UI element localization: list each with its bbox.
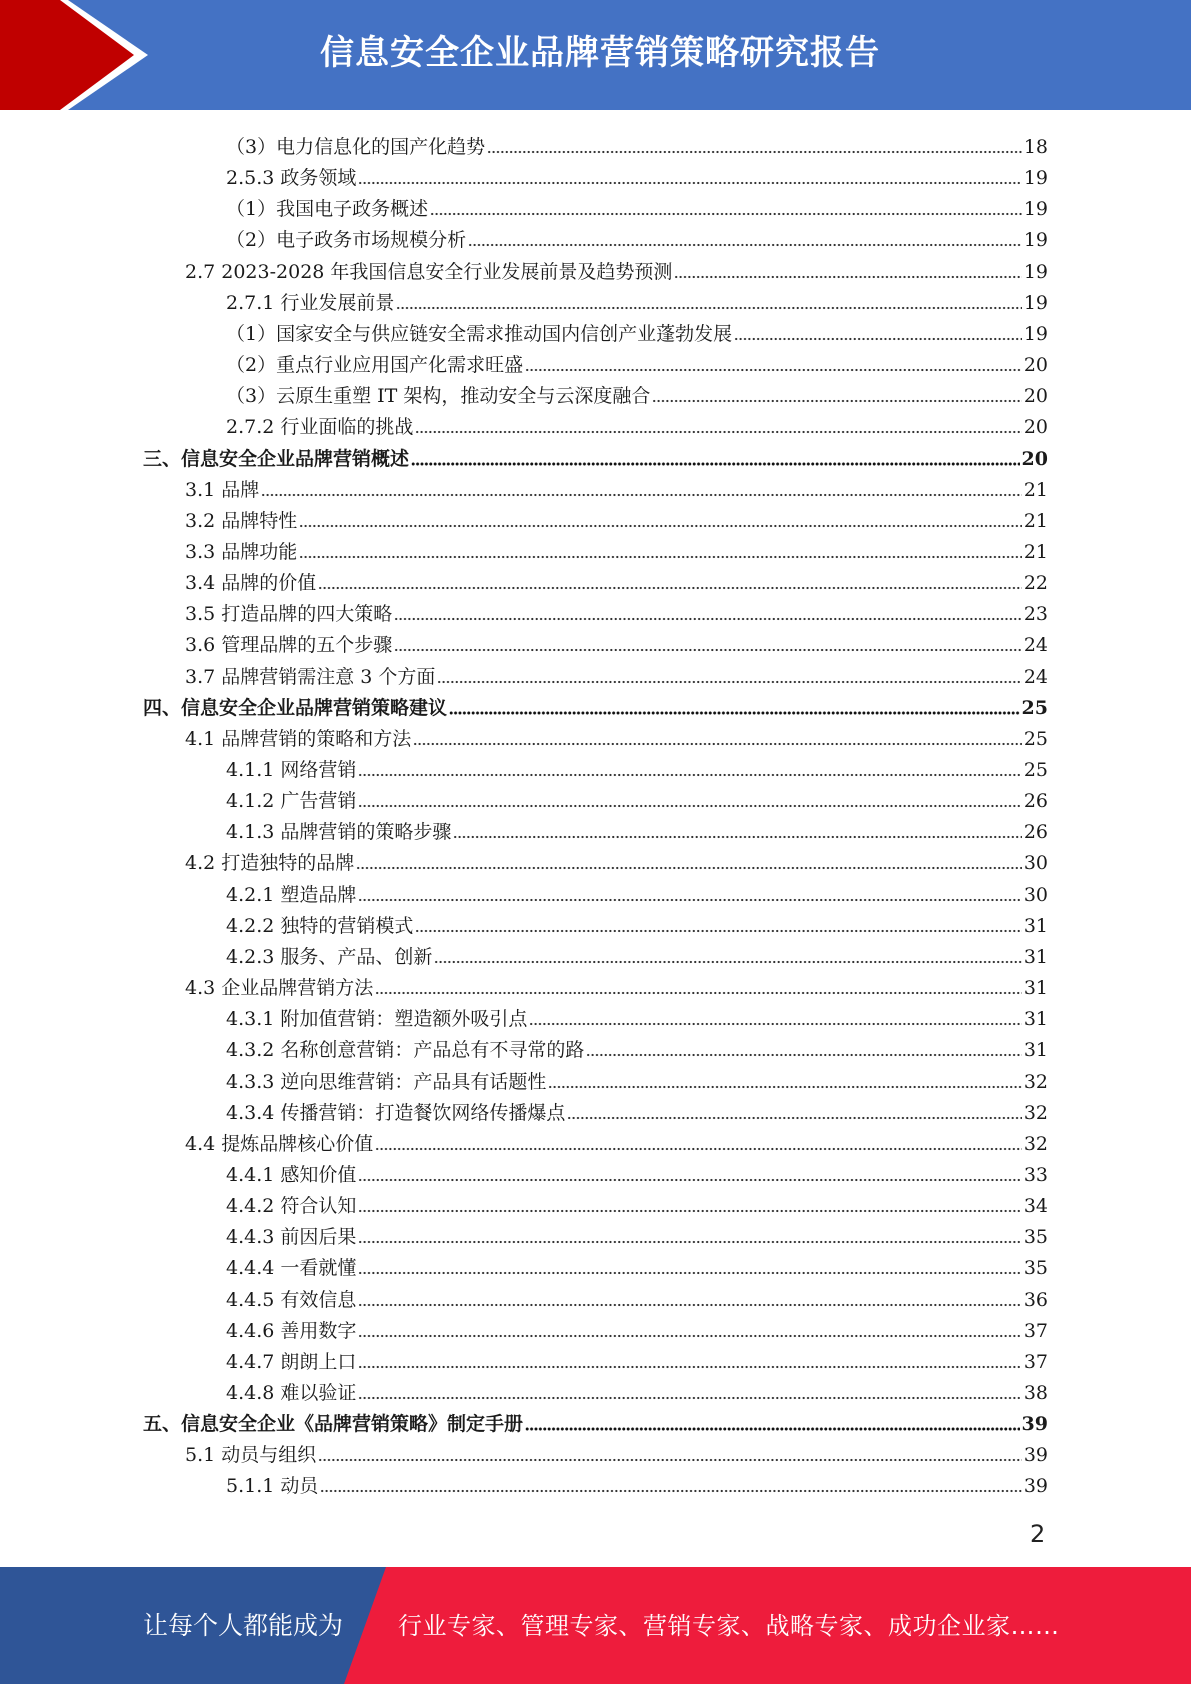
toc-entry-title: （3）电力信息化的国产化趋势 xyxy=(226,136,486,158)
toc-entry[interactable] xyxy=(226,1248,1048,1279)
toc-entry-title: 5.1 动员与组织 xyxy=(185,1444,317,1466)
toc-entry[interactable] xyxy=(226,1186,1048,1217)
toc-dot-leader xyxy=(411,462,1020,466)
toc-dot-leader xyxy=(320,1489,1021,1493)
toc-entry-page: 21 xyxy=(1023,479,1048,501)
toc-entry-title: 4.2.3 服务、产品、创新 xyxy=(226,946,433,968)
toc-entry[interactable] xyxy=(185,532,1048,563)
toc-entry-title: 3.6 管理品牌的五个步骤 xyxy=(185,634,393,656)
toc-entry-page: 39 xyxy=(1021,1413,1048,1435)
toc-dot-leader xyxy=(299,524,1022,528)
toc-dot-leader xyxy=(318,586,1022,590)
toc-entry-title: 4.2.1 塑造品牌 xyxy=(226,884,357,906)
toc-dot-leader xyxy=(548,1085,1021,1089)
toc-entry[interactable] xyxy=(185,470,1048,501)
toc-dot-leader xyxy=(415,929,1021,933)
toc-entry-page: 32 xyxy=(1023,1071,1048,1093)
toc-entry[interactable] xyxy=(226,1062,1048,1093)
toc-entry-page: 37 xyxy=(1023,1320,1048,1342)
toc-entry[interactable] xyxy=(185,968,1048,999)
toc-dot-leader xyxy=(318,1458,1022,1462)
toc-entry[interactable] xyxy=(226,750,1048,781)
toc-entry-title: 3.7 品牌营销需注意 3 个方面 xyxy=(185,666,436,688)
toc-entry-page: 36 xyxy=(1023,1289,1048,1311)
toc-entry-title: 4.3.4 传播营销：打造餐饮网络传播爆点 xyxy=(226,1102,566,1124)
toc-entry-title: 4.4.1 感知价值 xyxy=(226,1164,357,1186)
toc-entry[interactable] xyxy=(143,439,1048,470)
toc-entry[interactable] xyxy=(226,937,1048,968)
toc-dot-leader xyxy=(437,680,1021,684)
toc-entry[interactable] xyxy=(226,407,1048,438)
toc-entry-page: 31 xyxy=(1023,915,1048,937)
toc-entry-title: 2.7 2023-2028 年我国信息安全行业发展前景及趋势预测 xyxy=(185,261,673,283)
toc-dot-leader xyxy=(394,617,1022,621)
toc-entry[interactable] xyxy=(143,688,1048,719)
toc-entry-page: 25 xyxy=(1023,728,1048,750)
toc-dot-leader xyxy=(453,835,1021,839)
toc-entry-page: 22 xyxy=(1023,572,1048,594)
toc-entry-title: 3.4 品牌的价值 xyxy=(185,572,317,594)
toc-dot-leader xyxy=(358,181,1021,185)
toc-entry-title: 五、信息安全企业《品牌营销策略》制定手册 xyxy=(143,1413,524,1435)
toc-entry[interactable] xyxy=(226,220,1048,251)
toc-dot-leader xyxy=(525,1427,1020,1431)
toc-entry-page: 35 xyxy=(1023,1226,1048,1248)
toc-dot-leader xyxy=(430,212,1022,216)
toc-entry-page: 31 xyxy=(1023,946,1048,968)
toc-entry[interactable] xyxy=(226,1217,1048,1248)
toc-entry[interactable] xyxy=(226,999,1048,1030)
toc-entry[interactable] xyxy=(226,1093,1048,1124)
toc-dot-leader xyxy=(468,243,1022,247)
toc-dot-leader xyxy=(358,898,1021,902)
toc-entry[interactable] xyxy=(185,1124,1048,1155)
toc-entry[interactable] xyxy=(226,1155,1048,1186)
toc-entry-page: 30 xyxy=(1023,884,1048,906)
toc-entry-title: 4.2 打造独特的品牌 xyxy=(185,852,355,874)
toc-entry[interactable] xyxy=(226,314,1048,345)
toc-entry[interactable] xyxy=(226,127,1048,158)
toc-entry-page: 30 xyxy=(1023,852,1048,874)
toc-entry-page: 19 xyxy=(1023,198,1048,220)
toc-entry-title: 4.4.3 前因后果 xyxy=(226,1226,357,1248)
toc-entry-page: 31 xyxy=(1023,1008,1048,1030)
toc-dot-leader xyxy=(299,555,1022,559)
toc-entry[interactable] xyxy=(185,501,1048,532)
toc-entry-page: 31 xyxy=(1023,977,1048,999)
toc-entry[interactable] xyxy=(226,158,1048,189)
toc-entry-title: 3.1 品牌 xyxy=(185,479,260,501)
toc-entry-page: 26 xyxy=(1023,790,1048,812)
toc-entry-title: （2）电子政务市场规模分析 xyxy=(226,229,467,251)
toc-entry[interactable] xyxy=(226,189,1048,220)
toc-dot-leader xyxy=(358,1178,1021,1182)
toc-entry-title: 4.3 企业品牌营销方法 xyxy=(185,977,374,999)
toc-entry[interactable] xyxy=(226,875,1048,906)
toc-entry-page: 19 xyxy=(1023,292,1048,314)
toc-entry-title: 4.1.2 广告营销 xyxy=(226,790,357,812)
toc-dot-leader xyxy=(358,1396,1021,1400)
toc-entry-page: 20 xyxy=(1023,385,1048,407)
toc-dot-leader xyxy=(586,1053,1021,1057)
toc-entry[interactable] xyxy=(226,376,1048,407)
toc-entry[interactable] xyxy=(226,1342,1048,1373)
toc-entry-title: 4.4.7 朗朗上口 xyxy=(226,1351,357,1373)
toc-entry[interactable] xyxy=(226,1466,1048,1497)
toc-dot-leader xyxy=(375,1147,1022,1151)
toc-entry[interactable] xyxy=(226,1311,1048,1342)
toc-entry-page: 19 xyxy=(1023,167,1048,189)
toc-dot-leader xyxy=(358,1303,1021,1307)
toc-entry-page: 19 xyxy=(1023,229,1048,251)
toc-entry-title: （1）我国电子政务概述 xyxy=(226,198,429,220)
footer-slogan-left: 让每个人都能成为 xyxy=(143,1611,344,1640)
toc-entry[interactable] xyxy=(226,906,1048,937)
toc-entry-page: 26 xyxy=(1023,821,1048,843)
toc-entry[interactable] xyxy=(185,563,1048,594)
toc-entry-page: 32 xyxy=(1023,1102,1048,1124)
toc-dot-leader xyxy=(734,337,1022,341)
toc-entry-title: 4.4.6 善用数字 xyxy=(226,1320,357,1342)
toc-entry-title: 3.2 品牌特性 xyxy=(185,510,298,532)
toc-entry-page: 19 xyxy=(1023,323,1048,345)
toc-entry-title: 4.3.3 逆向思维营销：产品具有话题性 xyxy=(226,1071,547,1093)
toc-entry-page: 33 xyxy=(1023,1164,1048,1186)
toc-entry-title: （1）国家安全与供应链安全需求推动国内信创产业蓬勃发展 xyxy=(226,323,733,345)
toc-entry[interactable] xyxy=(226,812,1048,843)
toc-entry-page: 24 xyxy=(1023,634,1048,656)
toc-entry-title: 4.1 品牌营销的策略和方法 xyxy=(185,728,412,750)
toc-entry[interactable] xyxy=(185,1435,1048,1466)
toc-dot-leader xyxy=(525,368,1022,372)
toc-entry-page: 25 xyxy=(1023,759,1048,781)
toc-entry-title: 2.5.3 政务领域 xyxy=(226,167,357,189)
page-footer xyxy=(0,1567,1191,1684)
toc-entry-page: 34 xyxy=(1023,1195,1048,1217)
toc-entry[interactable] xyxy=(226,781,1048,812)
toc-dot-leader xyxy=(358,1240,1021,1244)
footer-slogan-right: 行业专家、管理专家、营销专家、战略专家、成功企业家…… xyxy=(398,1612,1060,1640)
toc-dot-leader xyxy=(375,991,1022,995)
toc-dot-leader xyxy=(394,648,1022,652)
page-number: 2 xyxy=(1030,1520,1046,1548)
toc-dot-leader xyxy=(358,1209,1021,1213)
toc-dot-leader xyxy=(674,275,1021,279)
toc-dot-leader xyxy=(261,493,1022,497)
toc-entry-title: 4.1.3 品牌营销的策略步骤 xyxy=(226,821,452,843)
toc-entry-page: 39 xyxy=(1023,1444,1048,1466)
toc-entry[interactable] xyxy=(226,1030,1048,1061)
toc-dot-leader xyxy=(652,399,1021,403)
toc-dot-leader xyxy=(358,804,1021,808)
toc-entry[interactable] xyxy=(226,1373,1048,1404)
report-title: 信息安全企业品牌营销策略研究报告 xyxy=(320,33,880,73)
toc-entry-page: 18 xyxy=(1023,136,1048,158)
toc-entry-title: 4.4.4 一看就懂 xyxy=(226,1257,357,1279)
toc-entry-page: 24 xyxy=(1023,666,1048,688)
toc-entry-page: 21 xyxy=(1023,510,1048,532)
toc-entry-page: 37 xyxy=(1023,1351,1048,1373)
toc-entry-title: （3）云原生重塑 IT 架构，推动安全与云深度融合 xyxy=(226,385,651,407)
toc-entry[interactable] xyxy=(226,345,1048,376)
toc-entry-page: 25 xyxy=(1021,697,1048,719)
toc-entry-title: 4.4.8 难以验证 xyxy=(226,1382,357,1404)
toc-entry-title: 四、信息安全企业品牌营销策略建议 xyxy=(143,697,448,719)
toc-entry[interactable] xyxy=(185,719,1048,750)
toc-entry-title: 4.4.2 符合认知 xyxy=(226,1195,357,1217)
toc-entry[interactable] xyxy=(226,283,1048,314)
toc-dot-leader xyxy=(449,711,1020,715)
toc-entry[interactable] xyxy=(185,843,1048,874)
toc-entry[interactable] xyxy=(143,1404,1048,1435)
toc-dot-leader xyxy=(358,1365,1021,1369)
toc-dot-leader xyxy=(356,866,1022,870)
toc-dot-leader xyxy=(567,1116,1021,1120)
toc-entry-title: 4.1.1 网络营销 xyxy=(226,759,357,781)
toc-entry-page: 20 xyxy=(1021,448,1048,470)
toc-entry-title: 4.4 提炼品牌核心价值 xyxy=(185,1133,374,1155)
toc-entry-title: 4.2.2 独特的营销模式 xyxy=(226,915,414,937)
toc-entry[interactable] xyxy=(185,657,1048,688)
toc-entry-page: 20 xyxy=(1023,354,1048,376)
toc-dot-leader xyxy=(413,742,1022,746)
toc-entry-title: 2.7.2 行业面临的挑战 xyxy=(226,416,414,438)
toc-entry-page: 21 xyxy=(1023,541,1048,563)
toc-entry-title: 5.1.1 动员 xyxy=(226,1475,319,1497)
toc-entry-title: 4.4.5 有效信息 xyxy=(226,1289,357,1311)
toc-dot-leader xyxy=(487,150,1022,154)
toc-entry-page: 23 xyxy=(1023,603,1048,625)
toc-entry-page: 39 xyxy=(1023,1475,1048,1497)
toc-entry[interactable] xyxy=(185,625,1048,656)
toc-entry-page: 31 xyxy=(1023,1039,1048,1061)
toc-entry-title: 3.5 打造品牌的四大策略 xyxy=(185,603,393,625)
toc-entry-page: 20 xyxy=(1023,416,1048,438)
toc-entry-page: 32 xyxy=(1023,1133,1048,1155)
toc-entry-title: （2）重点行业应用国产化需求旺盛 xyxy=(226,354,524,376)
toc-dot-leader xyxy=(358,1334,1021,1338)
toc-dot-leader xyxy=(415,430,1021,434)
toc-entry-page: 38 xyxy=(1023,1382,1048,1404)
toc-entry[interactable] xyxy=(226,1280,1048,1311)
toc-entry-page: 19 xyxy=(1023,261,1048,283)
toc-entry-title: 4.3.1 附加值营销：塑造额外吸引点 xyxy=(226,1008,528,1030)
toc-dot-leader xyxy=(434,960,1021,964)
toc-entry-title: 4.3.2 名称创意营销：产品总有不寻常的路 xyxy=(226,1039,585,1061)
toc-dot-leader xyxy=(358,1271,1021,1275)
toc-entry[interactable] xyxy=(185,594,1048,625)
toc-dot-leader xyxy=(396,306,1021,310)
page-header xyxy=(0,0,1191,110)
toc-dot-leader xyxy=(358,773,1021,777)
toc-entry[interactable] xyxy=(185,252,1048,283)
toc-entry-page: 35 xyxy=(1023,1257,1048,1279)
toc-entry-title: 2.7.1 行业发展前景 xyxy=(226,292,395,314)
toc-entry-title: 3.3 品牌功能 xyxy=(185,541,298,563)
toc-dot-leader xyxy=(529,1022,1021,1026)
toc-entry-title: 三、信息安全企业品牌营销概述 xyxy=(143,448,410,470)
